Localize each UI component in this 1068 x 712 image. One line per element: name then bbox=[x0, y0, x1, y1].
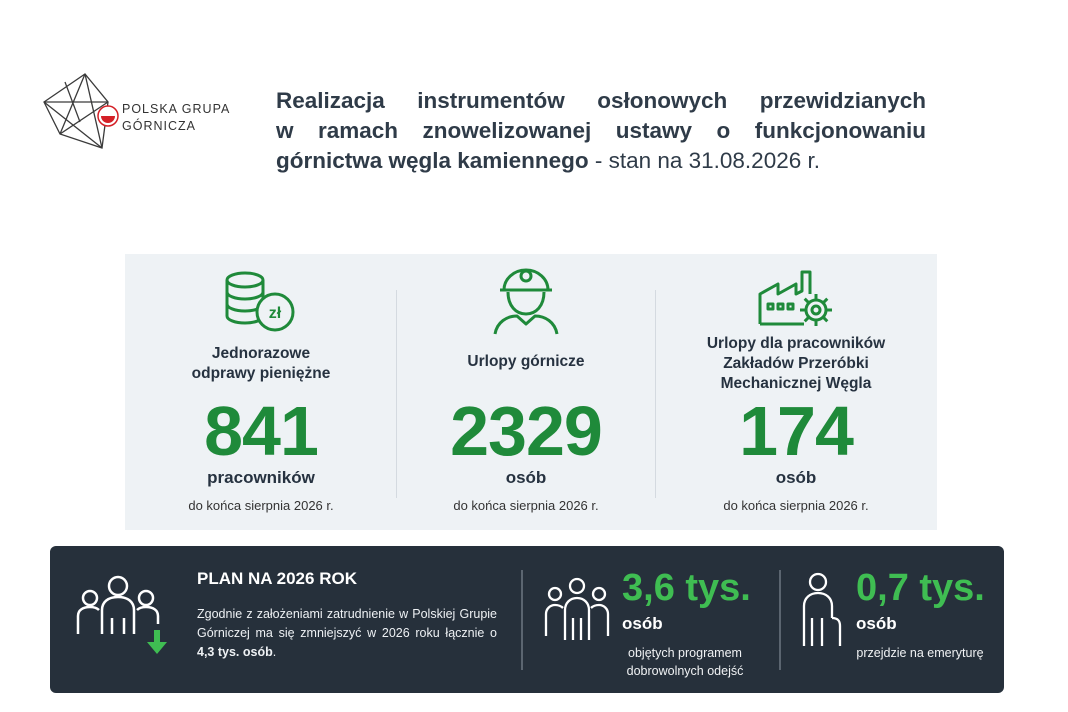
pgg-logo-icon bbox=[40, 72, 120, 152]
stat-unit: pracowników bbox=[207, 468, 315, 487]
stats-panel bbox=[125, 254, 937, 530]
plan-stat-value: 3,6 tys. bbox=[622, 567, 751, 609]
plan-stat-unit: osób bbox=[622, 614, 663, 633]
divider bbox=[521, 570, 523, 670]
logo-text-line2: GÓRNICZA bbox=[122, 119, 196, 133]
elderly-person-icon bbox=[792, 572, 848, 648]
stat-label bbox=[125, 344, 397, 384]
stat-severance bbox=[125, 254, 397, 530]
miner-helmet-icon bbox=[491, 264, 561, 336]
plan-text-after: . bbox=[272, 645, 277, 659]
stat-label bbox=[655, 334, 937, 394]
stat-value: 2329 bbox=[450, 392, 602, 470]
company-logo bbox=[40, 72, 240, 152]
page-title bbox=[276, 86, 926, 176]
stat-label-line: Urlopy dla pracowników bbox=[706, 335, 886, 352]
title-line-2: w ramach znowelizowanej ustawy o funkcjonowaniu bbox=[276, 118, 926, 143]
plan-stat-value: 0,7 tys. bbox=[856, 567, 985, 609]
plan-stat-note-line: dobrowolnych odejść bbox=[626, 664, 744, 678]
title-date: - stan na 31.08.2026 r. bbox=[588, 148, 820, 173]
logo-text-line1: POLSKA GRUPA bbox=[122, 102, 231, 116]
plan-stat-unit: osób bbox=[856, 614, 897, 633]
people-group-icon bbox=[544, 576, 610, 642]
stat-label-line: Jednorazowe bbox=[211, 345, 311, 362]
plan-text-bold: 4,3 tys. osób bbox=[197, 645, 273, 659]
title-line-3 bbox=[276, 146, 926, 176]
plan-stat-note-line: przejdzie na emeryturę bbox=[856, 646, 984, 660]
stat-mining-leave bbox=[397, 254, 655, 530]
stat-note: do końca sierpnia 2026 r. bbox=[453, 498, 599, 513]
stat-unit: osób bbox=[505, 468, 547, 487]
people-decrease-icon bbox=[74, 572, 174, 662]
plan-stat-note bbox=[840, 644, 1000, 662]
factory-gear-icon bbox=[756, 266, 836, 330]
plan-text-before: Zgodnie z założeniami zatrudnienie w Polskiej Grupie Górniczej ma się zmniejszyć w 2026 roku łącznie o bbox=[197, 607, 497, 640]
plan-stat-note bbox=[610, 644, 760, 680]
svg-text:zł: zł bbox=[268, 305, 282, 322]
plan-panel bbox=[50, 546, 1004, 693]
stat-value: 174 bbox=[739, 392, 853, 470]
stat-value: 841 bbox=[204, 392, 318, 470]
plan-description bbox=[197, 605, 497, 662]
stat-note: do końca sierpnia 2026 r. bbox=[188, 498, 334, 513]
stat-label-line: Urlopy górnicze bbox=[467, 353, 585, 370]
stat-unit: osób bbox=[775, 468, 817, 487]
title-line-3-text: górnictwa węgla kamiennego bbox=[276, 148, 589, 173]
plan-title: PLAN NA 2026 ROK bbox=[197, 569, 357, 588]
stat-label-line: Zakładów Przeróbki bbox=[723, 355, 869, 372]
stat-processing-plant-leave bbox=[655, 254, 937, 530]
plan-stat-note-line: objętych programem bbox=[628, 646, 742, 660]
stat-label-line: odprawy pieniężne bbox=[191, 365, 331, 382]
stat-label-line: Mechanicznej Węgla bbox=[720, 375, 872, 392]
divider bbox=[779, 570, 781, 670]
coins-zloty-icon bbox=[221, 268, 301, 334]
stat-note: do końca sierpnia 2026 r. bbox=[723, 498, 869, 513]
title-line-1: Realizacja instrumentów osłonowych przewidzianych bbox=[276, 88, 926, 113]
stat-label bbox=[397, 352, 655, 372]
